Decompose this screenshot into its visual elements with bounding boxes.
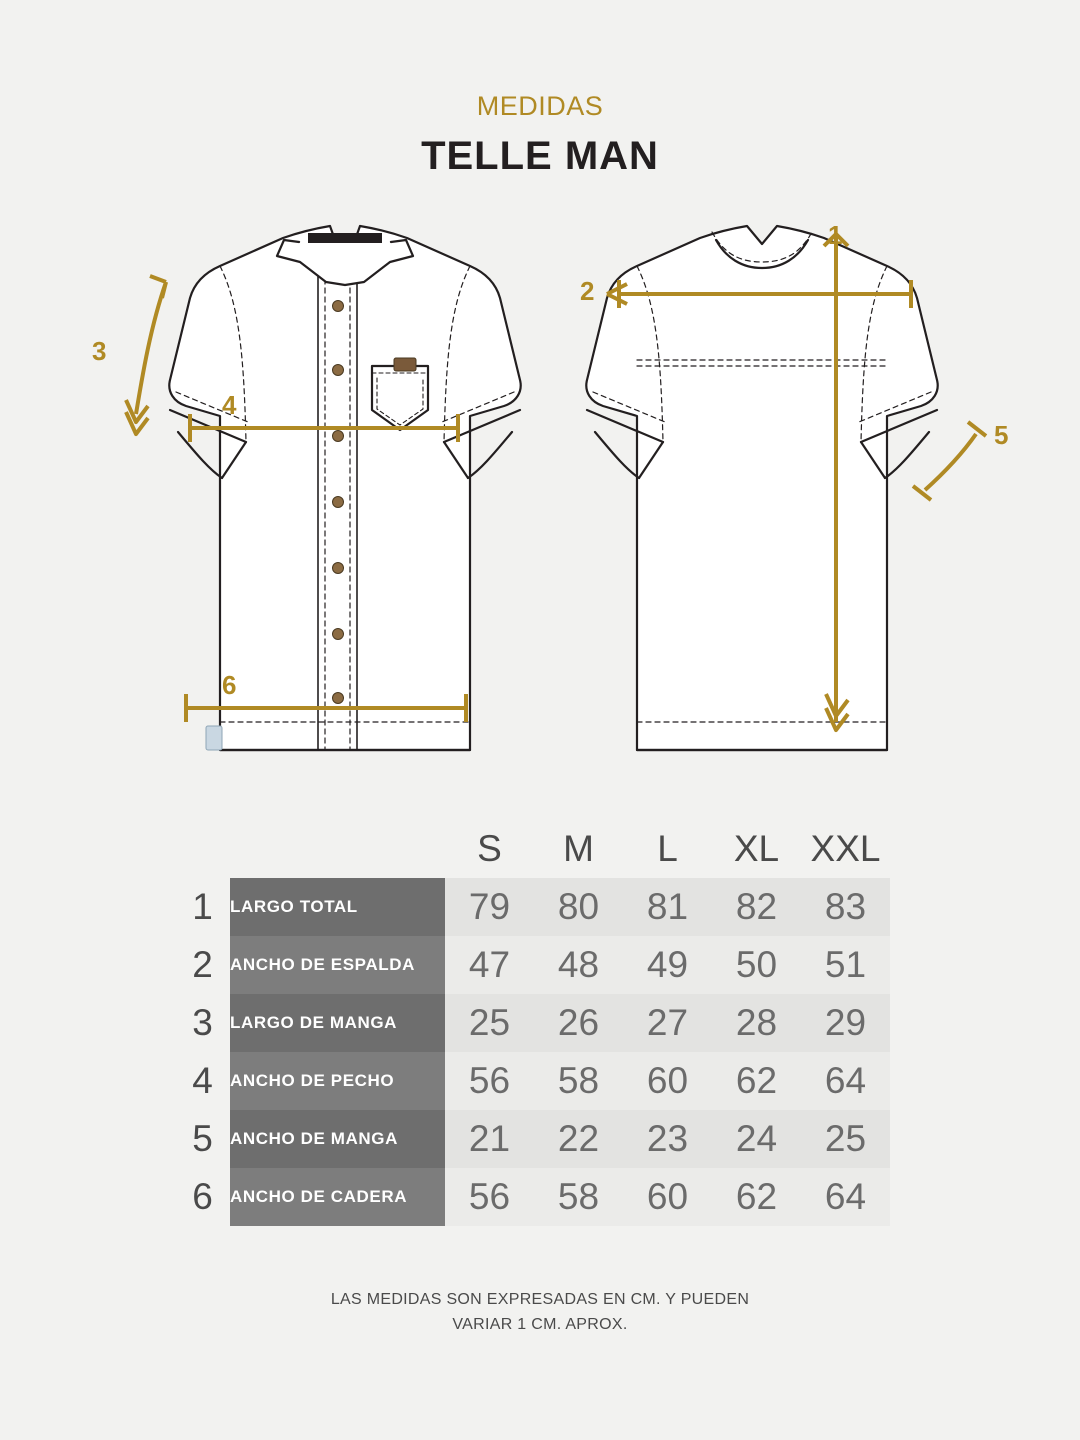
row-number-6: 6 (175, 1168, 230, 1226)
cell-1-xxl: 83 (801, 878, 890, 936)
cell-3-s: 25 (445, 994, 534, 1052)
cell-6-xxl: 64 (801, 1168, 890, 1226)
cell-3-xxl: 29 (801, 994, 890, 1052)
row-label-ancho-de-cadera: ANCHO DE CADERA (230, 1168, 445, 1226)
table-row (175, 1168, 890, 1226)
cell-1-l: 81 (623, 878, 712, 936)
footnote-line-1: LAS MEDIDAS SON EXPRESADAS EN CM. Y PUEDEN (330, 1291, 750, 1308)
cell-5-xl: 24 (712, 1110, 801, 1168)
column-header-xxl: XXL (810, 828, 881, 869)
callout-6: 6 (222, 670, 237, 700)
back-shirt-technical-drawing (586, 226, 937, 750)
column-header-l: L (657, 828, 678, 869)
cell-6-s: 56 (445, 1168, 534, 1226)
cell-5-m: 22 (534, 1110, 623, 1168)
row-number-2: 2 (175, 936, 230, 994)
table-row (175, 1052, 890, 1110)
footnote (0, 1288, 1080, 1338)
table-row (175, 1110, 890, 1168)
header-spacer-num (175, 828, 230, 878)
row-number-1: 1 (175, 878, 230, 936)
cell-3-l: 27 (623, 994, 712, 1052)
callout-3: 3 (92, 336, 107, 366)
row-label-ancho-de-manga: ANCHO DE MANGA (230, 1110, 445, 1168)
cell-2-xl: 50 (712, 936, 801, 994)
row-number-4: 4 (175, 1052, 230, 1110)
cell-2-m: 48 (534, 936, 623, 994)
column-header-s: S (477, 828, 502, 869)
cell-2-xxl: 51 (801, 936, 890, 994)
header-eyebrow: MEDIDAS (476, 91, 604, 121)
cell-6-l: 60 (623, 1168, 712, 1226)
cell-6-m: 58 (534, 1168, 623, 1226)
row-number-5: 5 (175, 1110, 230, 1168)
cell-1-s: 79 (445, 878, 534, 936)
cell-3-m: 26 (534, 994, 623, 1052)
size-table (175, 828, 890, 1226)
callout-5: 5 (994, 420, 1009, 450)
cell-1-xl: 82 (712, 878, 801, 936)
cell-4-xl: 62 (712, 1052, 801, 1110)
table-row (175, 994, 890, 1052)
cell-4-xxl: 64 (801, 1052, 890, 1110)
row-label-ancho-de-espalda: ANCHO DE ESPALDA (230, 936, 445, 994)
cell-2-s: 47 (445, 936, 534, 994)
table-header-row (175, 828, 890, 878)
cell-5-l: 23 (623, 1110, 712, 1168)
column-header-m: M (563, 828, 594, 869)
callout-2: 2 (580, 276, 595, 306)
table-row (175, 936, 890, 994)
cell-6-xl: 62 (712, 1168, 801, 1226)
cell-5-xxl: 25 (801, 1110, 890, 1168)
table-row (175, 878, 890, 936)
page-title: TELLE MAN (421, 133, 659, 178)
technical-illustration (0, 210, 1080, 810)
header-spacer-label (230, 828, 445, 878)
row-label-largo-total: LARGO TOTAL (230, 878, 445, 936)
row-number-3: 3 (175, 994, 230, 1052)
row-label-largo-de-manga: LARGO DE MANGA (230, 994, 445, 1052)
page-header (0, 92, 1080, 178)
cell-3-xl: 28 (712, 994, 801, 1052)
size-table-wrapper (0, 828, 1080, 1226)
callout-1: 1 (828, 220, 843, 250)
cell-4-m: 58 (534, 1052, 623, 1110)
cell-1-m: 80 (534, 878, 623, 936)
row-label-ancho-de-pecho: ANCHO DE PECHO (230, 1052, 445, 1110)
cell-5-s: 21 (445, 1110, 534, 1168)
cell-4-s: 56 (445, 1052, 534, 1110)
cell-2-l: 49 (623, 936, 712, 994)
footnote-line-2: VARIAR 1 CM. APROX. (452, 1315, 628, 1333)
column-header-xl: XL (733, 828, 780, 869)
cell-4-l: 60 (623, 1052, 712, 1110)
callout-4: 4 (222, 390, 237, 420)
